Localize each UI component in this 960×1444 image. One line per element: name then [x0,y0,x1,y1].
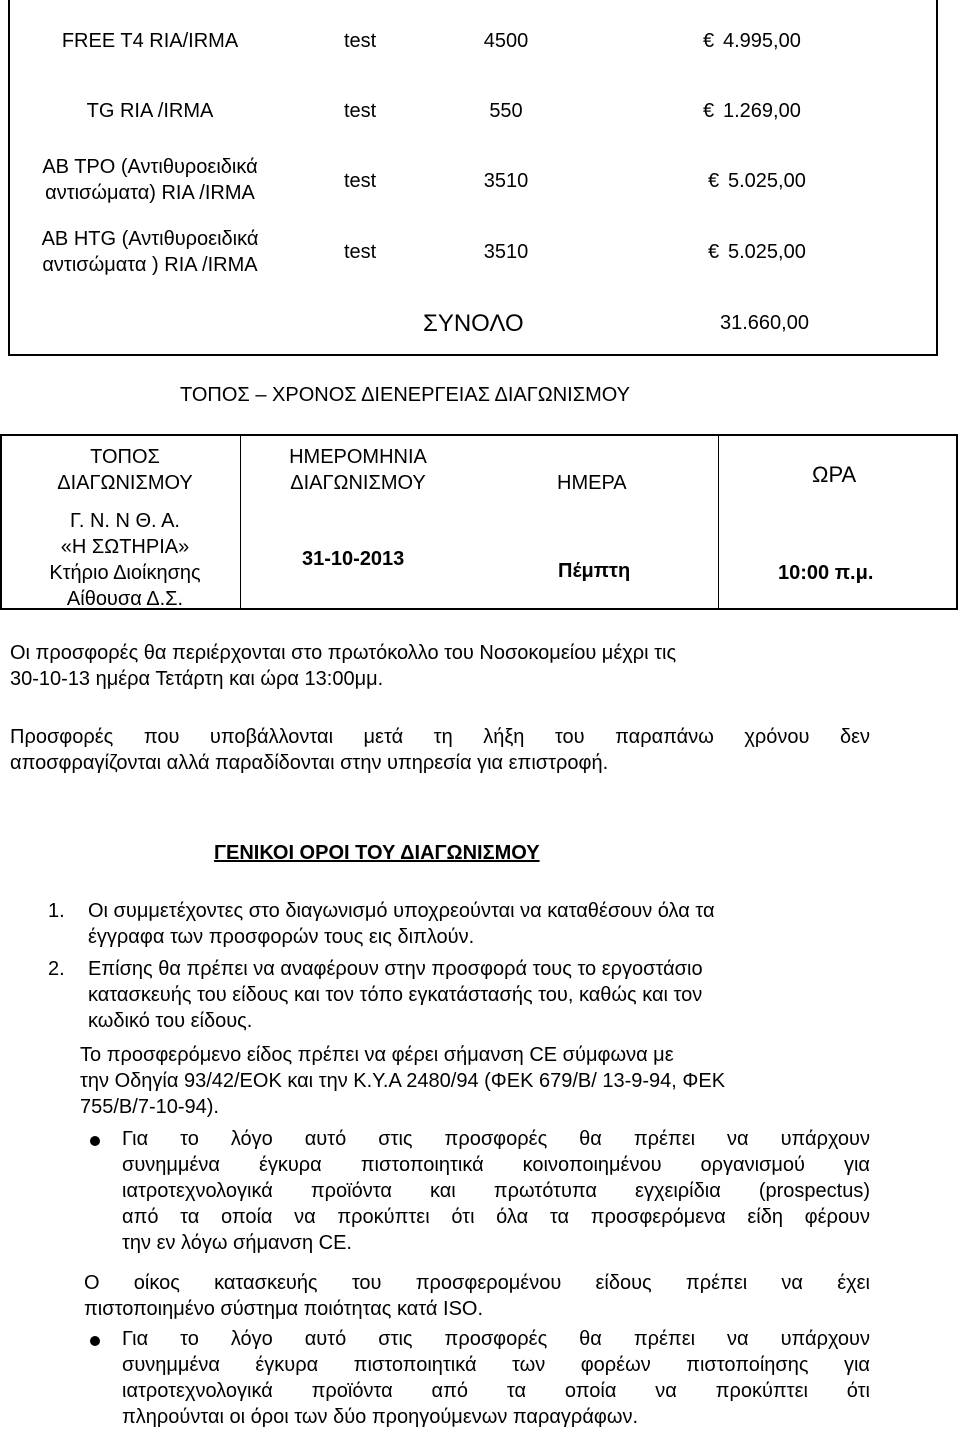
schedule-table [0,434,958,610]
item-price: 5.025,00 [728,241,806,263]
item-test: test [344,30,377,52]
total-value: 31.660,00 [720,312,809,334]
place-line: Αίθουσα Δ.Σ. [66,588,184,610]
place-header-line: ΤΟΠΟΣ [90,446,160,468]
bullet-item [122,1126,870,1256]
bullet-icon [90,1336,100,1346]
item-name: FREE T4 RIA/IRMA [61,30,239,52]
bullet-icon [90,1136,100,1146]
column-divider [240,436,241,608]
list-number: 2. [48,958,65,980]
column-divider [718,436,719,608]
euro-symbol: € [703,100,715,122]
item-name-line: αντισώματα) RIA /IRMA [45,182,255,204]
date-header-line: ΔΙΑΓΩΝΙΣΜΟΥ [290,472,426,494]
general-terms-title: ΓΕΝΙΚΟΙ ΟΡΟΙ ΤΟΥ ΔΙΑΓΩΝΙΣΜΟΥ [214,842,540,864]
section-title: ΤΟΠΟΣ – ΧΡΟΝΟΣ ΔΙΕΝΕΡΓΕΙΑΣ ΔΙΑΓΩΝΙΣΜΟΥ [180,384,631,406]
item-price: 4.995,00 [723,30,801,52]
list-item-line: Επίσης θα πρέπει να αναφέρουν στην προσφορά τους το εργοστάσιο [88,958,703,980]
item-test: test [344,241,377,263]
time-value: 10:00 π.μ. [778,562,874,584]
list-number: 1. [48,900,65,922]
paragraph-line: πιστοποιημένο σύστημα ποιότητας κατά ISO. [84,1298,484,1320]
paragraph-line: Οι προσφορές θα περιέρχονται στο πρωτόκολλο του Νοσοκομείου μέχρι τις [10,642,677,664]
paragraph-line: αποσφραγίζονται αλλά παραδίδονται στην υπηρεσία για επιστροφή. [10,752,609,774]
list-item-line: κατασκευής του είδους και τον τόπο εγκατάστασής του, καθώς και τον [88,984,703,1006]
price-table [8,0,938,356]
bullet-line: Για το λόγο αυτό στις προσφορές θα πρέπει να υπάρχουν [122,1328,870,1350]
euro-symbol: € [708,241,720,263]
item-name: TG RIA /IRMA [86,100,214,122]
submission-paragraph [10,640,870,692]
item-qty: 3510 [483,241,529,263]
item-name-line: AB HTG (Αντιθυροειδικά [41,228,259,250]
euro-symbol: € [703,30,715,52]
bullet-line: από τα οποία να προκύπτει ότι όλα τα προσφερόμενα είδη φέρουν [122,1206,870,1228]
euro-symbol: € [708,170,720,192]
bullet-line: συνημμένα έγκυρα πιστοποιητικά κοινοποιημένου οργανισμού για [122,1154,870,1176]
bullet-line: Για το λόγο αυτό στις προσφορές θα πρέπει να υπάρχουν [122,1128,870,1150]
item-price: 1.269,00 [723,100,801,122]
list-item-line: κωδικό του είδους. [88,1010,253,1032]
bullet-line: ιατροτεχνολογικά προϊόντα και πρωτότυπα εγχειρίδια (prospectus) [122,1180,870,1202]
date-header-line: ΗΜΕΡΟΜΗΝΙΑ [289,446,427,468]
paragraph-line: 30-10-13 ημέρα Τετάρτη και ώρα 13:00μμ. [10,668,384,690]
place-line: «Η ΣΩΤΗΡΙΑ» [60,536,190,558]
item-price: 5.025,00 [728,170,806,192]
date-value: 31-10-2013 [302,548,405,570]
item-test: test [344,100,377,122]
bullet-item [122,1326,870,1430]
list-item [88,898,870,950]
place-line: Γ. Ν. Ν Θ. Α. [70,510,180,532]
item-qty: 550 [489,100,523,122]
iso-paragraph [84,1270,870,1322]
paragraph-line: την Οδηγία 93/42/ΕΟΚ και την Κ.Υ.Α 2480/94 (ΦΕΚ 679/Β/ 13-9-94, ΦΕΚ [80,1070,726,1092]
item-qty: 3510 [483,170,529,192]
time-header: ΩΡΑ [812,462,857,487]
list-item [88,956,870,1034]
item-qty: 4500 [483,30,529,52]
place-line: Κτήριο Διοίκησης [49,562,201,584]
late-offers-paragraph [10,724,870,776]
paragraph-line: 755/Β/7-10-94). [80,1096,219,1118]
bullet-line: πληρούνται οι όροι των δύο προηγούμενων παραγράφων. [122,1406,639,1428]
day-value: Πέμπτη [558,560,631,582]
item-name [30,154,270,206]
paragraph-line: Προσφορές που υποβάλλονται μετά τη λήξη του παραπάνω χρόνου δεν [10,726,870,748]
day-header: ΗΜΕΡΑ [557,472,627,494]
place-header-line: ΔΙΑΓΩΝΙΣΜΟΥ [57,472,193,494]
place-value [12,508,238,612]
list-item-line: Οι συμμετέχοντες στο διαγωνισμό υποχρεούνται να καταθέσουν όλα τα [88,900,715,922]
paragraph-line: Το προσφερόμενο είδος πρέπει να φέρει σήμανση CE σύμφωνα με [80,1044,674,1066]
item-name-line: AB TPO (Αντιθυροειδικά [42,156,258,178]
item-name [30,226,270,278]
item-name-line: αντισώματα ) RIA /IRMA [42,254,258,276]
paragraph-line: Ο οίκος κατασκευής του προσφερομένου είδους πρέπει να έχει [84,1272,870,1294]
ce-paragraph [80,1042,880,1120]
item-test: test [344,170,377,192]
list-item-line: έγγραφα των προσφορών τους εις διπλούν. [88,926,475,948]
date-header [258,444,458,496]
total-label: ΣΥΝΟΛΟ [423,310,524,337]
bullet-line: ιατροτεχνολογικά προϊόντα από τα οποία να προκύπτει ότι [122,1380,870,1402]
bullet-line: συνημμένα έγκυρα πιστοποιητικά των φορέων πιστοποίησης για [122,1354,870,1376]
bullet-line: την εν λόγω σήμανση CE. [122,1232,352,1254]
place-header [12,444,238,496]
